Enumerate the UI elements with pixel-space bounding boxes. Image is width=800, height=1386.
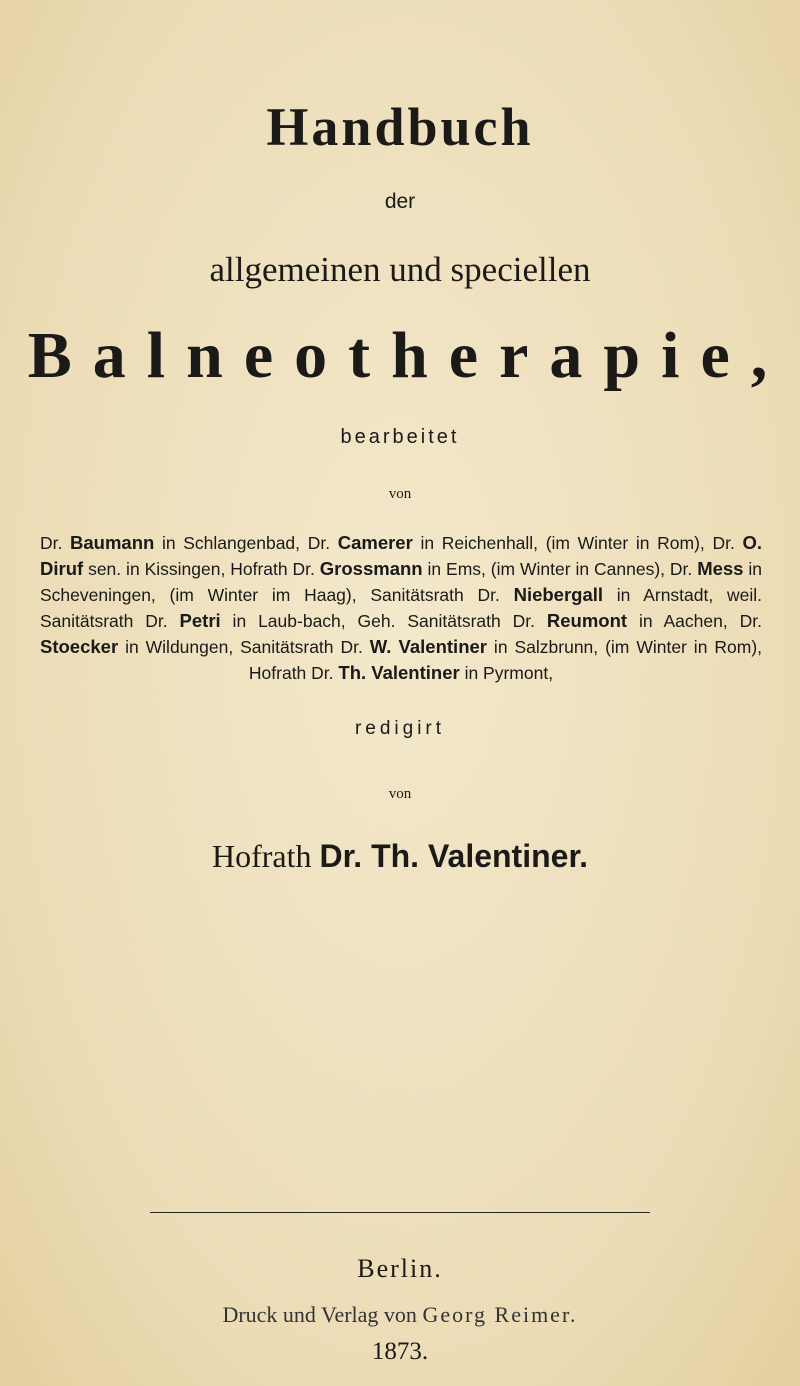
author-name: W. Valentiner	[369, 636, 487, 657]
author-text: in Ems, (im Winter in Cannes), Dr.	[422, 559, 698, 579]
editor-name: Dr. Th. Valentiner.	[319, 838, 589, 874]
title-handbuch: Handbuch	[266, 97, 534, 157]
editor-line	[0, 838, 800, 875]
publisher-name: Georg Reimer.	[422, 1302, 578, 1327]
author-name: Baumann	[70, 532, 155, 553]
word-redigirt: redigirt	[354, 718, 446, 739]
author-text: in Scheveningen, (im Winter im Haag), Sanitätsrath Dr.	[40, 559, 762, 605]
word-von: von	[388, 486, 412, 502]
publication-year: 1873.	[371, 1338, 429, 1365]
author-name: Grossmann	[319, 558, 423, 579]
author-text: in Salzbrunn, (im Winter in Rom), Hofrath Dr.	[248, 637, 763, 683]
author-text: Dr.	[40, 533, 71, 553]
author-text: in Reichenhall, (im Winter in Rom), Dr.	[412, 533, 743, 553]
editor-prefix: Hofrath	[211, 838, 320, 874]
author-text: in Laub-bach, Geh. Sanitätsrath Dr.	[220, 611, 547, 631]
publisher-line	[0, 1302, 800, 1328]
author-text: in Schlangenbad, Dr.	[154, 533, 338, 553]
publisher-city: Berlin.	[357, 1254, 443, 1283]
author-text: in Wildungen, Sanitätsrath Dr.	[118, 637, 370, 657]
publisher-prefix: Druck und Verlag von	[222, 1302, 423, 1327]
author-text: sen. in Kissingen, Hofrath Dr.	[83, 559, 320, 579]
author-name: Camerer	[337, 532, 413, 553]
author-name: Reumont	[546, 610, 628, 631]
author-name: Mess	[697, 558, 744, 579]
author-name: Niebergall	[513, 584, 604, 605]
divider-rule	[150, 1212, 650, 1213]
word-von-editor: von	[388, 786, 412, 802]
authors-paragraph	[40, 530, 762, 686]
main-title: Balneotherapie,	[27, 319, 789, 392]
author-name: O. Diruf	[40, 532, 762, 579]
subtitle: allgemeinen und speciellen	[209, 250, 591, 289]
author-name: Petri	[179, 610, 221, 631]
author-name: Stoecker	[40, 636, 119, 657]
word-bearbeitet: bearbeitet	[340, 426, 460, 448]
author-text: in Arnstadt, weil. Sanitätsrath Dr.	[40, 585, 762, 631]
author-text: in Pyrmont,	[459, 663, 554, 683]
author-text: in Aachen, Dr.	[627, 611, 762, 631]
word-der: der	[384, 190, 416, 213]
author-name: Th. Valentiner	[338, 662, 460, 683]
